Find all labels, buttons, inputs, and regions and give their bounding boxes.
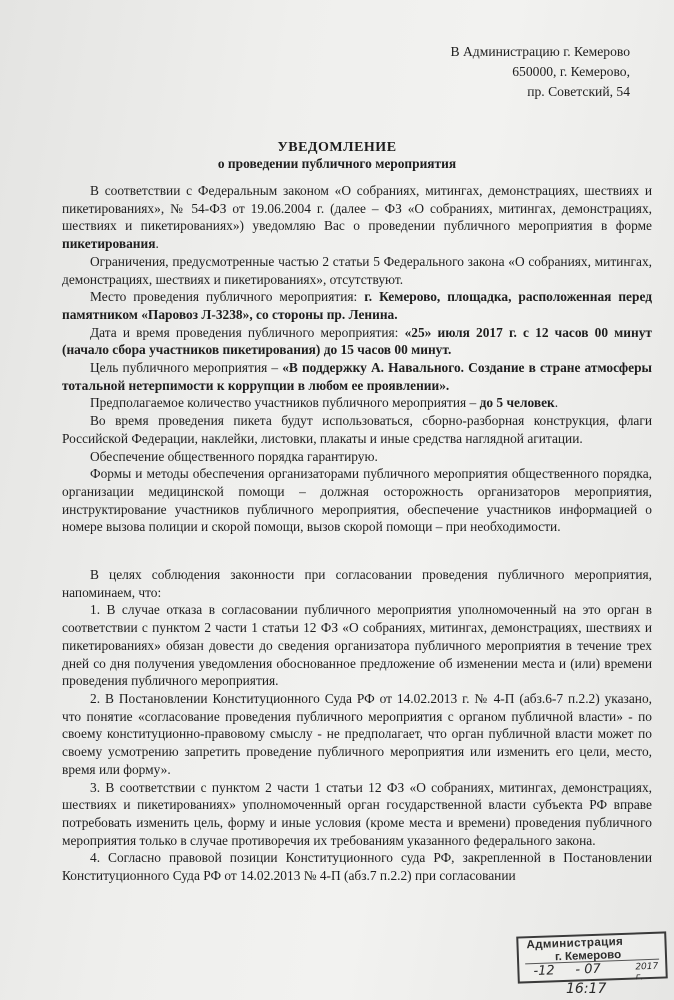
paragraph: 2. В Постановлении Конституционного Суда РФ от 14.02.2013 г. № 4-П (абз.6-7 п.2.2) указано, что понятие «согласование проведения публичного мероприятия с органом публичной власти» - по своему конституционно-правовому смыслу - не предполагает, что орган публичной власти может по своему усмотрению запретить проведение публичного мероприятия или изменить его цели, место, время или форму». bbox=[62, 690, 652, 777]
stamp-date-field bbox=[525, 959, 660, 981]
document-subtitle: о проведении публичного мероприятия bbox=[217, 156, 457, 171]
paragraph: Место проведения публичного мероприятия: г. Кемерово, площадка, расположенная перед памятником «Паровоз Л-3238», со стороны пр. Ленина. bbox=[62, 289, 652, 322]
addressee-line-1: В Администрацию г. Кемерово bbox=[450, 44, 630, 59]
document-body bbox=[62, 182, 652, 885]
stamp-city: г. Кемерово bbox=[554, 948, 622, 964]
paragraph: Формы и методы обеспечения организаторами публичного мероприятия общественного порядка, организации медицинской помощи – должная осторожность организаторов мероприятия, инструктирование участников публичного мероприятия, обеспечение участников информацией о номере вызова полиции и скорой помощи, вызов скорой помощи – при необходимости. bbox=[62, 466, 652, 535]
paragraph: Дата и время проведения публичного мероприятия: «25» июля 2017 г. с 12 часов 00 минут (начало сбора участников пикетирования) до 15 часов 00 минут. bbox=[62, 324, 652, 358]
stamp-month: - 07 bbox=[575, 961, 602, 978]
paragraph: 1. В случае отказа в согласовании публичного мероприятия уполномоченный на это орган в соответствии с пунктом 2 части 1 статьи 12 ФЗ «О собраниях, митингах, демонстрациях, шествиях и пикетированиях» обязан довести до сведения организатора публичного мероприятия в течение трех дней со дня получения уведомления обоснованное предложение об изменении места и (или) времени проведения публичного мероприятия. bbox=[62, 602, 652, 689]
stamp-year: 2017 г. bbox=[635, 961, 659, 983]
stamp-day: -12 bbox=[533, 963, 555, 980]
paragraph: Цель публичного мероприятия – «В поддержку А. Навального. Создание в стране атмосферы тотальной нетерпимости к коррупции в любом ее проявлении». bbox=[62, 360, 653, 393]
paragraph: Во время проведения пикета будут использоваться, сборно-разборная конструкция, флаги Российской Федерации, наклейки, листовки, плакаты и иные средства наглядной агитации. bbox=[62, 413, 652, 446]
title-block bbox=[0, 139, 674, 172]
stamp-org-name: Администрация bbox=[526, 935, 624, 952]
paragraph: Предполагаемое количество участников публичного мероприятия – до 5 человек. bbox=[90, 395, 559, 411]
document-title: УВЕДОМЛЕНИЕ bbox=[277, 140, 397, 155]
addressee-line-3: пр. Советский, 54 bbox=[527, 84, 630, 99]
addressee-line-2: 650000, г. Кемерово, bbox=[512, 64, 630, 79]
paragraph: В целях соблюдения законности при согласовании проведения публичного мероприятия, напоминаем, что: bbox=[62, 567, 652, 600]
registration-stamp bbox=[516, 931, 668, 983]
stamp-time: 16:17 bbox=[566, 981, 607, 997]
paragraph: Обеспечение общественного порядка гарантирую. bbox=[90, 448, 378, 464]
paragraph: В соответствии с Федеральным законом «О собраниях, митингах, демонстрациях, шествиях и пикетированиях», № 54-ФЗ от 19.06.2004 г. (далее – ФЗ «О собраниях, митингах, демонстрациях, шествиях и пикетированиях») уведомляю Вас о проведении публичного мероприятия в форме пикетирования. bbox=[62, 183, 652, 252]
paragraph: 3. В соответствии с пунктом 2 части 1 статьи 12 ФЗ «О собраниях, митингах, демонстрациях, шествиях и пикетированиях» уполномоченный орган государственной власти субъекта РФ вправе потребовать изменить цель, форму и иные условия (кроме места и времени) проведения публичного мероприятия только в случае противоречия их требованиям указанного федерального закона. bbox=[62, 779, 652, 848]
paragraph: Ограничения, предусмотренные частью 2 статьи 5 Федерального закона «О собраниях, митингах, демонстрациях, шествиях и пикетированиях», отсутствуют. bbox=[62, 253, 652, 287]
paragraph: 4. Согласно правовой позиции Конституционного суда РФ, закрепленной в Постановлении Конституционного Суда РФ от 14.02.2013 № 4-П (абз.7 п.2.2) при согласовании bbox=[62, 850, 652, 884]
addressee-block bbox=[451, 42, 630, 102]
